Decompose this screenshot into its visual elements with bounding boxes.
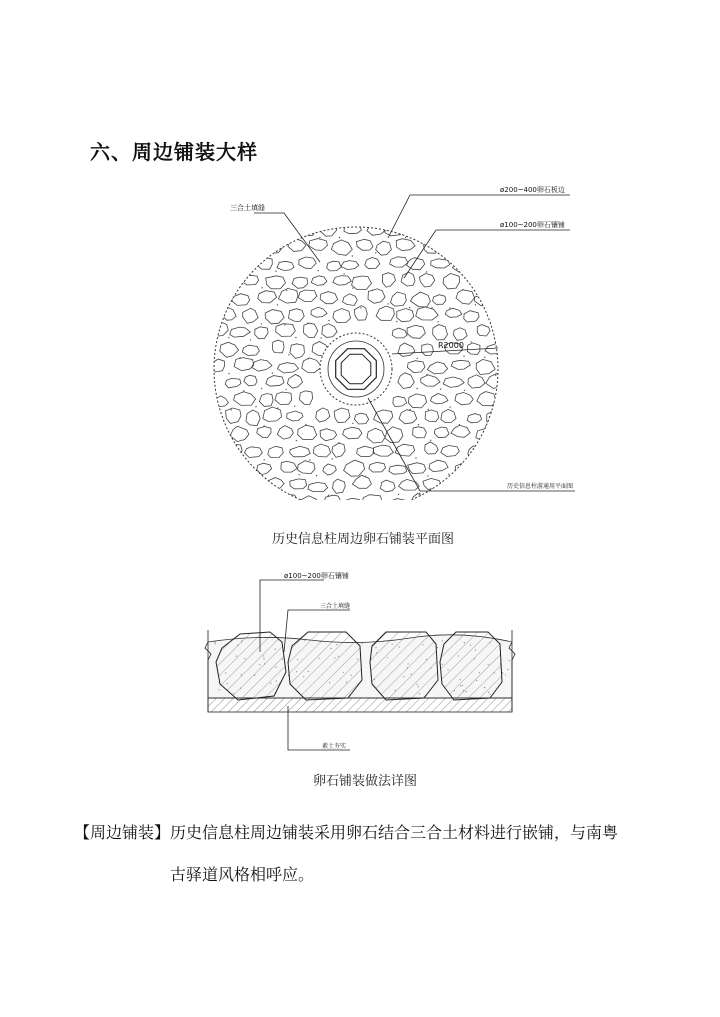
pebble-stone	[252, 360, 273, 372]
mortar-dot	[328, 495, 329, 496]
mortar-dot	[294, 406, 295, 407]
pebble-stone	[382, 273, 395, 288]
pebble-stone	[230, 327, 251, 337]
mortar-dot	[502, 672, 503, 673]
section-label-soil: 素土夯实	[322, 743, 347, 750]
pebble-stone	[242, 345, 259, 355]
mortar-dot	[228, 373, 229, 374]
pebble-stone	[298, 290, 317, 301]
pebble-stone	[220, 342, 239, 357]
pebble-stone	[406, 258, 424, 270]
mortar-dot	[215, 643, 216, 644]
pebble-stone	[477, 325, 490, 336]
pebble-stone	[278, 288, 298, 303]
mortar-dot	[295, 337, 296, 338]
pebble-stone	[433, 325, 448, 340]
mortar-dot	[264, 459, 265, 460]
mortar-dot	[416, 388, 417, 389]
pebble-stone	[423, 478, 441, 489]
pebble-stone	[352, 276, 372, 289]
description-heading: 【周边铺装】	[74, 823, 171, 842]
mortar-dot	[286, 290, 287, 291]
mortar-dot	[387, 303, 388, 304]
pebble-stone	[263, 407, 282, 421]
mortar-dot	[255, 406, 256, 407]
mortar-dot	[428, 409, 429, 410]
mortar-dot	[352, 255, 353, 256]
pebble-stone	[393, 396, 407, 406]
pebble-stone	[476, 359, 495, 374]
mortar-dot	[484, 357, 485, 358]
pebble-stone	[380, 480, 395, 492]
mortar-dot	[243, 457, 244, 458]
mortar-dot	[219, 689, 220, 690]
pebble-stone	[356, 239, 373, 250]
pebble-stone	[211, 359, 225, 372]
pebble-stone	[390, 257, 408, 267]
label-pebble-edge: ø200~400卵石板边	[500, 186, 565, 194]
pebble-stone	[309, 239, 328, 251]
mortar-dot	[449, 406, 450, 407]
pebble-stone	[357, 446, 374, 456]
pebble-stone	[212, 396, 228, 407]
mortar-dot	[437, 321, 438, 322]
mortar-dot	[362, 643, 363, 644]
pebble-stone	[467, 414, 481, 423]
section-label-fill: 三合土填缝	[320, 603, 351, 610]
pebble-stone	[232, 294, 250, 306]
pebble-stone	[420, 274, 435, 288]
mortar-dot	[464, 390, 465, 391]
pebble-stone	[320, 292, 338, 304]
mortar-dot	[352, 423, 353, 424]
leader-top-left	[254, 213, 320, 262]
mortar-dot	[299, 474, 300, 475]
mortar-dot	[419, 493, 420, 494]
mortar-dot	[332, 458, 333, 459]
mortar-dot	[231, 409, 232, 410]
pebble-stone	[287, 411, 303, 421]
mortar-dot	[415, 457, 416, 458]
mortar-dot	[318, 270, 319, 271]
mortar-dot	[449, 307, 450, 308]
pebble-stone	[396, 239, 415, 251]
pebble-stone	[475, 294, 494, 306]
mortar-dot	[485, 459, 486, 460]
label-post-plan: 历史信息柱游通用平面图	[507, 483, 574, 490]
mortar-dot	[507, 669, 508, 670]
pebble-stone	[290, 446, 310, 457]
pebble-stone	[429, 460, 448, 472]
pebble-stone	[455, 463, 472, 477]
pebble-stone	[333, 276, 351, 286]
pebble-stone	[276, 324, 296, 337]
pebble-stone	[397, 309, 414, 322]
mortar-dot	[309, 459, 310, 460]
mortar-dot	[321, 337, 322, 338]
pebble-stone	[280, 495, 297, 501]
pebble-stone	[268, 446, 284, 457]
mortar-dot	[316, 475, 317, 476]
pebble-stone	[399, 410, 417, 424]
pebble-stone	[292, 277, 308, 288]
pebble-stone	[427, 362, 447, 374]
section-title: 六、周边铺装大样	[90, 140, 258, 164]
pebble-stone	[327, 261, 342, 271]
pebble-stone	[287, 374, 302, 388]
mortar-dot	[426, 271, 427, 272]
pebble-stone	[367, 428, 385, 443]
pebble-stone	[298, 496, 321, 500]
pebble-stone	[265, 310, 284, 324]
mortar-dot	[495, 375, 496, 376]
pebble-stone	[311, 276, 327, 286]
pebble-stone	[243, 308, 259, 323]
mortar-dot	[288, 354, 289, 355]
pebble-stone	[304, 323, 318, 337]
mortar-dot	[375, 252, 376, 253]
mortar-dot	[261, 287, 262, 288]
pebble-stone	[468, 446, 481, 457]
pebble-stone	[324, 495, 340, 500]
pebble-stone	[288, 239, 306, 252]
pebble-stone	[245, 447, 263, 458]
pebble-stone	[234, 358, 254, 371]
pebble-stone	[272, 340, 284, 353]
mortar-dot	[275, 271, 276, 272]
pebble-stone	[298, 425, 317, 439]
pebble-stone	[477, 392, 496, 406]
pebble-plan-drawing	[200, 180, 600, 500]
pebble-stone	[392, 328, 407, 338]
mortar-dot	[296, 440, 297, 441]
pebble-stone	[362, 495, 382, 500]
pebble-stone	[433, 295, 446, 305]
pebble-stone	[425, 442, 438, 454]
pebble-stone	[244, 375, 257, 386]
label-pebble-inlay: ø100~200卵石镶铺	[500, 221, 565, 229]
pebble-stone	[445, 308, 462, 317]
pebble-stone	[255, 327, 268, 339]
pebble-stone	[407, 325, 425, 338]
pebble-stone	[367, 224, 385, 235]
pebble-stone	[258, 291, 277, 303]
pebble-stone	[268, 478, 284, 490]
pebble-stone	[434, 427, 449, 438]
pebble-stone	[422, 344, 434, 356]
pebble-stone	[431, 259, 450, 268]
pebble-stone	[410, 292, 430, 307]
pebble-stone	[476, 429, 496, 442]
mortar-dot	[284, 324, 285, 325]
pebble-stone	[430, 394, 448, 404]
mortar-dot	[352, 287, 353, 288]
pebble-stone	[257, 427, 271, 438]
mortar-dot	[409, 307, 410, 308]
mortar-dot	[405, 237, 406, 238]
mortar-dot	[360, 307, 361, 308]
pebble-stone	[408, 394, 426, 408]
pebble-stone	[407, 361, 425, 373]
mortar-dot	[328, 320, 329, 321]
pebble-stone	[468, 375, 485, 388]
pebble-stone	[344, 460, 365, 476]
pebble-stone	[343, 427, 362, 439]
pebble-stone	[234, 392, 256, 406]
pebble-stone	[343, 294, 358, 306]
mortar-dot	[437, 647, 438, 648]
leader-top-right-1	[388, 195, 570, 238]
pebble-stone	[421, 375, 440, 386]
mortar-dot	[243, 390, 244, 391]
pebble-stone	[451, 360, 470, 369]
mortar-dot	[504, 426, 505, 427]
pebble-stone	[395, 444, 415, 456]
mortar-dot	[396, 321, 397, 322]
pebble-stone	[341, 261, 359, 270]
pebble-stone	[441, 409, 456, 422]
pebble-stone	[369, 462, 386, 472]
mortar-dot	[418, 424, 419, 425]
pebble-stone	[308, 482, 328, 491]
pebble-stone	[368, 289, 385, 304]
mortar-dot	[261, 388, 262, 389]
pebble-stone	[333, 479, 346, 493]
pebble-stone	[263, 241, 282, 254]
mortar-dot	[509, 660, 510, 661]
pebble-stone	[376, 306, 394, 320]
pebble-stone	[281, 461, 297, 472]
pebble-stone	[352, 475, 371, 488]
pebble-stone	[464, 311, 479, 322]
pebble-stone	[242, 275, 259, 285]
pebble-stone	[323, 464, 337, 475]
mortar-dot	[463, 356, 464, 357]
pebble-stone	[257, 257, 272, 269]
pebble-stone	[299, 391, 312, 405]
pebble-stone	[302, 358, 322, 373]
pebble-stone	[455, 393, 473, 405]
pebble-stone	[277, 363, 298, 373]
mortar-dot	[398, 494, 399, 495]
pebble-stone	[259, 394, 273, 407]
pebble-section-drawing	[200, 570, 520, 760]
mortar-dot	[417, 358, 418, 359]
pebble-stone	[425, 410, 439, 422]
pebble-stone	[376, 241, 392, 255]
pebble-stone	[389, 465, 407, 474]
section-caption: 卵石铺装做法详图	[313, 774, 418, 789]
pebble-stone	[333, 309, 351, 323]
pebble-stone	[451, 425, 470, 437]
description-text-1: 历史信息柱周边铺装采用卵石结合三合土材料进行嵌铺，与南粤	[170, 823, 619, 842]
mortar-dot	[442, 640, 443, 641]
pebble-stone	[385, 427, 403, 443]
pebble-stone	[443, 273, 460, 289]
pebble-stone	[467, 343, 480, 355]
mortar-dot	[475, 304, 476, 305]
pebble-stone	[290, 344, 304, 359]
pebble-stone	[331, 240, 352, 255]
pebble-stone	[298, 461, 315, 474]
pebble-stone	[222, 307, 236, 320]
pebble-stone	[408, 463, 426, 474]
mortar-dot	[473, 477, 474, 478]
pebble-stone	[391, 499, 408, 500]
mortar-dot	[448, 474, 449, 475]
pebble-stone	[277, 426, 293, 440]
pebble-stone	[401, 272, 415, 286]
pebble-stone	[413, 427, 427, 438]
label-sanhetu-fill: 三合土填缝	[230, 204, 265, 212]
pebble-stone	[441, 446, 460, 457]
pebble-stone	[487, 411, 501, 426]
section-label-pebble: ø100~200卵石镶铺	[284, 572, 349, 580]
pebble-stone	[391, 292, 407, 306]
pebble-stone	[299, 257, 316, 269]
section-pebble-2	[288, 632, 362, 700]
pebble-stone	[266, 276, 286, 289]
mortar-dot	[272, 372, 273, 373]
pebble-stone	[424, 240, 440, 254]
pebble-stone	[320, 429, 337, 441]
mortar-dot	[471, 341, 472, 342]
pebble-stone	[443, 377, 464, 387]
description-line-2: 古驿道风格相呼应。	[170, 865, 315, 884]
pebble-stone	[374, 410, 393, 423]
section-pebble-3	[370, 632, 438, 700]
pebble-stone	[290, 479, 307, 489]
pebble-stone	[334, 408, 350, 423]
mortar-dot	[261, 323, 262, 324]
pebble-stone	[266, 376, 284, 387]
mortar-dot	[277, 304, 278, 305]
section-pebble-4	[440, 632, 502, 700]
mortar-dot	[485, 426, 486, 427]
mortar-dot	[214, 642, 215, 643]
mortar-dot	[339, 237, 340, 238]
pebble-stone	[322, 324, 337, 338]
mortar-dot	[319, 237, 320, 238]
description-line-1	[74, 816, 618, 850]
pebble-stone	[313, 444, 330, 457]
pebble-stone	[275, 392, 292, 405]
pebble-stone	[332, 443, 345, 457]
pebble-stone	[398, 373, 415, 389]
leader-bottom-right	[368, 398, 575, 491]
pebble-stone	[246, 410, 260, 426]
pebble-stone	[454, 328, 468, 341]
leader-top-right-2	[404, 230, 570, 278]
mortar-dot	[228, 337, 229, 338]
pebble-stone	[311, 307, 327, 317]
pebble-stone	[344, 223, 362, 234]
mortar-dot	[430, 440, 431, 441]
pebble-stone	[416, 307, 439, 320]
pebble-stone	[226, 408, 241, 423]
mortar-dot	[427, 475, 428, 476]
pebble-stone	[354, 413, 368, 424]
mortar-dot	[250, 339, 251, 340]
pebble-stone	[453, 260, 469, 272]
plan-caption: 历史信息柱周边卵石铺装平面图	[272, 532, 455, 547]
label-radius: R2000	[438, 341, 464, 350]
plan-svg	[200, 180, 600, 500]
pebble-stone	[289, 309, 305, 322]
section-svg	[200, 570, 520, 760]
mortar-dot	[505, 674, 506, 675]
mortar-dot	[343, 273, 344, 274]
pebble-stone	[316, 408, 330, 422]
mortar-dot	[286, 389, 287, 390]
pebble-stone	[344, 498, 361, 500]
pebble-stone	[225, 378, 241, 387]
pebble-stone	[398, 343, 415, 356]
pebble-stone	[373, 445, 393, 456]
mortar-dot	[431, 307, 432, 308]
pebble-stone	[277, 261, 294, 270]
pebble-stone	[486, 374, 505, 389]
pebble-stone	[365, 257, 380, 268]
mortar-dot	[506, 388, 507, 389]
mortar-dot	[440, 388, 441, 389]
plan-base-ring	[328, 341, 384, 397]
pebble-stone	[456, 290, 475, 304]
compacted-soil-layer	[208, 698, 512, 712]
